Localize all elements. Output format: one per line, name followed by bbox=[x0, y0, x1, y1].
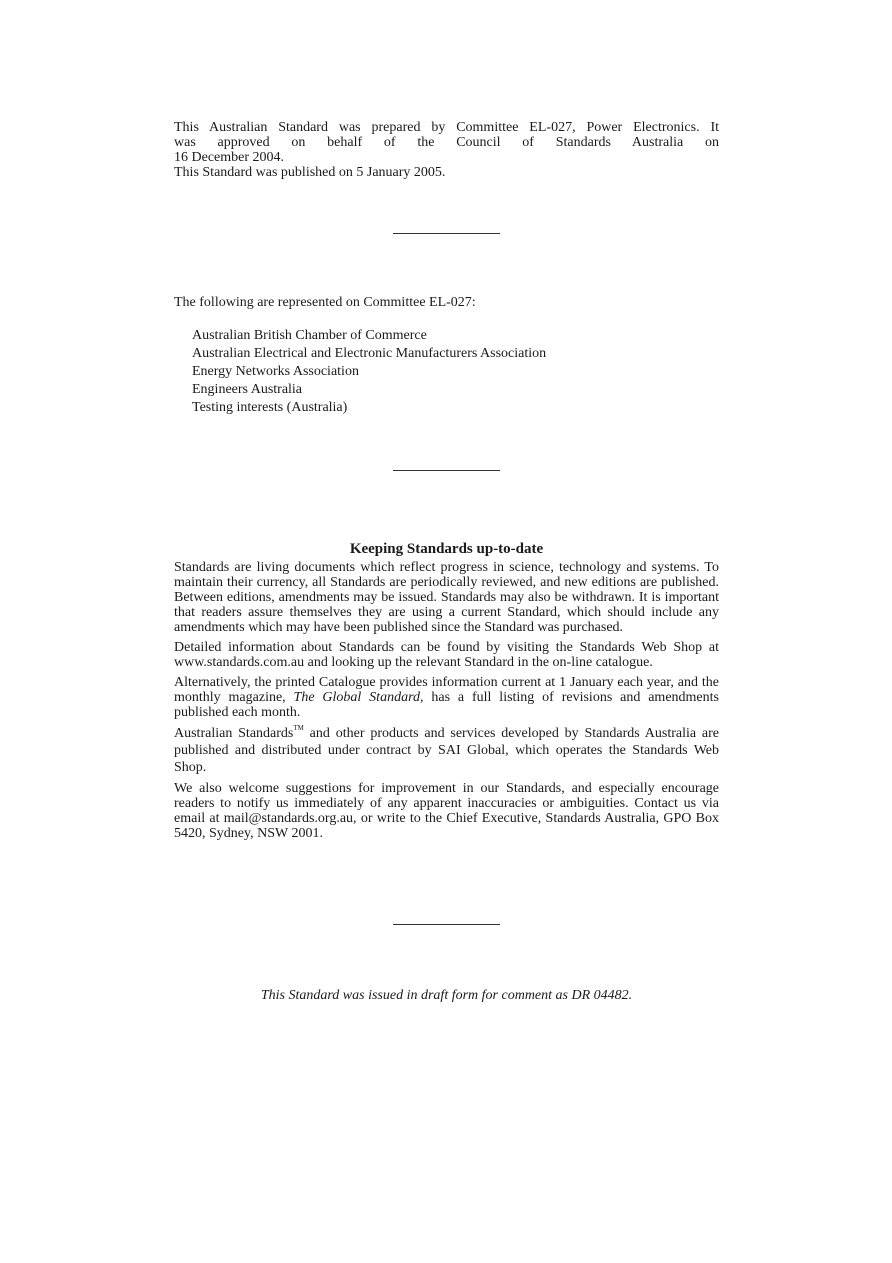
paragraph-4-text-end: and other products and services developed by Standards Australia are published and distributed under contract by SAI Global, which operates the Standards Web Shop. bbox=[174, 726, 719, 775]
divider-rule-2 bbox=[393, 470, 500, 471]
preparation-block bbox=[174, 120, 719, 180]
trademark-mark: TM bbox=[293, 724, 304, 732]
committee-member: Australian British Chamber of Commerce bbox=[192, 328, 427, 343]
preparation-line-2: was approved on behalf of the Council of Standards Australia on bbox=[174, 135, 719, 150]
committee-block bbox=[174, 295, 719, 417]
keeping-paragraph-1: Standards are living documents which reflect progress in science, technology and systems. To maintain their currency, all Standards are periodically reviewed, and new editions are published. Between editions, amendments may be issued. Standards may also be withdrawn. It is important that readers assure themselves they are using a current Standard, which should include any amendments which may have been published since the Standard was purchased. bbox=[174, 560, 719, 635]
committee-member: Engineers Australia bbox=[192, 382, 303, 397]
keeping-paragraph-4 bbox=[174, 725, 719, 776]
divider-rule-1 bbox=[393, 233, 500, 234]
committee-member: Energy Networks Association bbox=[192, 364, 359, 379]
magazine-title: The Global Standard bbox=[293, 690, 420, 705]
paragraph-4-text: Australian Standards bbox=[174, 726, 294, 741]
keeping-paragraph-3 bbox=[174, 675, 719, 720]
committee-member-list bbox=[174, 327, 719, 417]
section-heading: Keeping Standards up-to-date bbox=[349, 541, 544, 557]
paragraph-3-text: Alternatively, the printed Catalogue provides information current at 1 January each year, and the monthly magazine, bbox=[174, 675, 719, 705]
keeping-paragraph-5: We also welcome suggestions for improvement in our Standards, and especially encourage readers to notify us immediately of any apparent inaccuracies or ambiguities. Contact us via email at mail@standards.org.au, or write to the Chief Executive, Standards Australia, GPO Box 5420, Sydney, NSW 2001. bbox=[174, 781, 719, 841]
committee-member: Australian Electrical and Electronic Manufacturers Association bbox=[192, 346, 547, 361]
draft-note: This Standard was issued in draft form for comment as DR 04482. bbox=[260, 988, 633, 1003]
keeping-paragraph-2: Detailed information about Standards can be found by visiting the Standards Web Shop at www.standards.com.au and looking up the relevant Standard in the on-line catalogue. bbox=[174, 640, 719, 670]
preparation-line-3: 16 December 2004. bbox=[174, 150, 285, 165]
paragraph-3-text-end: , has a full listing of revisions and amendments published each month. bbox=[174, 690, 719, 720]
divider-rule-3 bbox=[393, 924, 500, 925]
preparation-line-1: This Australian Standard was prepared by Committee EL-027, Power Electronics. It bbox=[174, 120, 719, 135]
publication-date-line: This Standard was published on 5 January 2005. bbox=[174, 165, 446, 180]
keeping-standards-section bbox=[174, 540, 719, 846]
committee-intro: The following are represented on Committee EL-027: bbox=[174, 295, 476, 310]
committee-member: Testing interests (Australia) bbox=[192, 400, 348, 415]
